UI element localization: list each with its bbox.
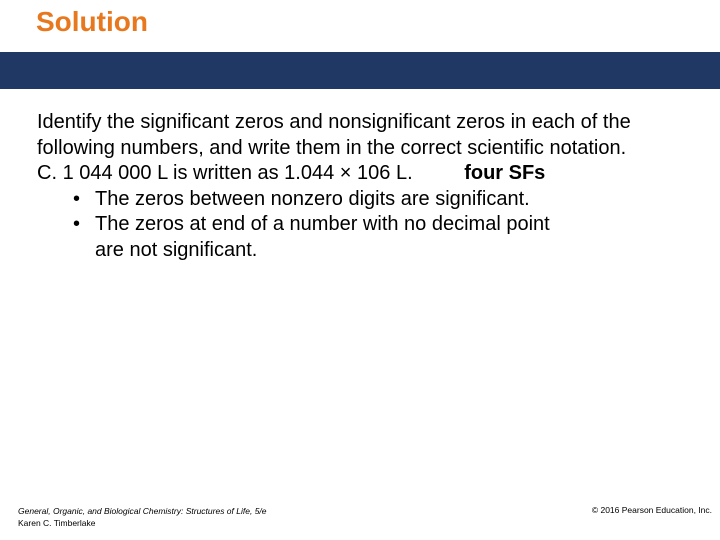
bullet-item bbox=[37, 212, 707, 238]
bullet-continuation: are not significant. bbox=[95, 238, 258, 261]
course-title bbox=[18, 505, 267, 517]
footer-citation bbox=[18, 505, 267, 529]
slide-body bbox=[37, 110, 707, 263]
sf-count: four SFs bbox=[464, 162, 546, 184]
part-label: C. bbox=[37, 162, 57, 184]
header-band bbox=[0, 52, 720, 89]
bullet-icon: • bbox=[73, 187, 81, 210]
part-statement: 1 044 000 L is written as 1.044 × 106 L. bbox=[62, 162, 413, 184]
course-edition: 5/e bbox=[252, 506, 267, 516]
bullet-text: The zeros at end of a number with no decimal point bbox=[95, 213, 550, 235]
bullet-item bbox=[37, 187, 707, 213]
author-name: Karen C. Timberlake bbox=[18, 518, 96, 528]
intro-text: Identify the significant zeros and nonsignificant zeros in each of the following numbers, and write them in the correct scientific notation. bbox=[37, 111, 631, 159]
bullet-text: The zeros between nonzero digits are significant. bbox=[95, 187, 530, 210]
slide-title: Solution bbox=[36, 6, 148, 37]
copyright-notice: © 2016 Pearson Education, Inc. bbox=[591, 505, 712, 515]
part-c-line bbox=[37, 161, 707, 187]
course-name: General, Organic, and Biological Chemistry: Structures of Life, bbox=[18, 506, 253, 516]
bullet-icon: • bbox=[73, 213, 81, 235]
